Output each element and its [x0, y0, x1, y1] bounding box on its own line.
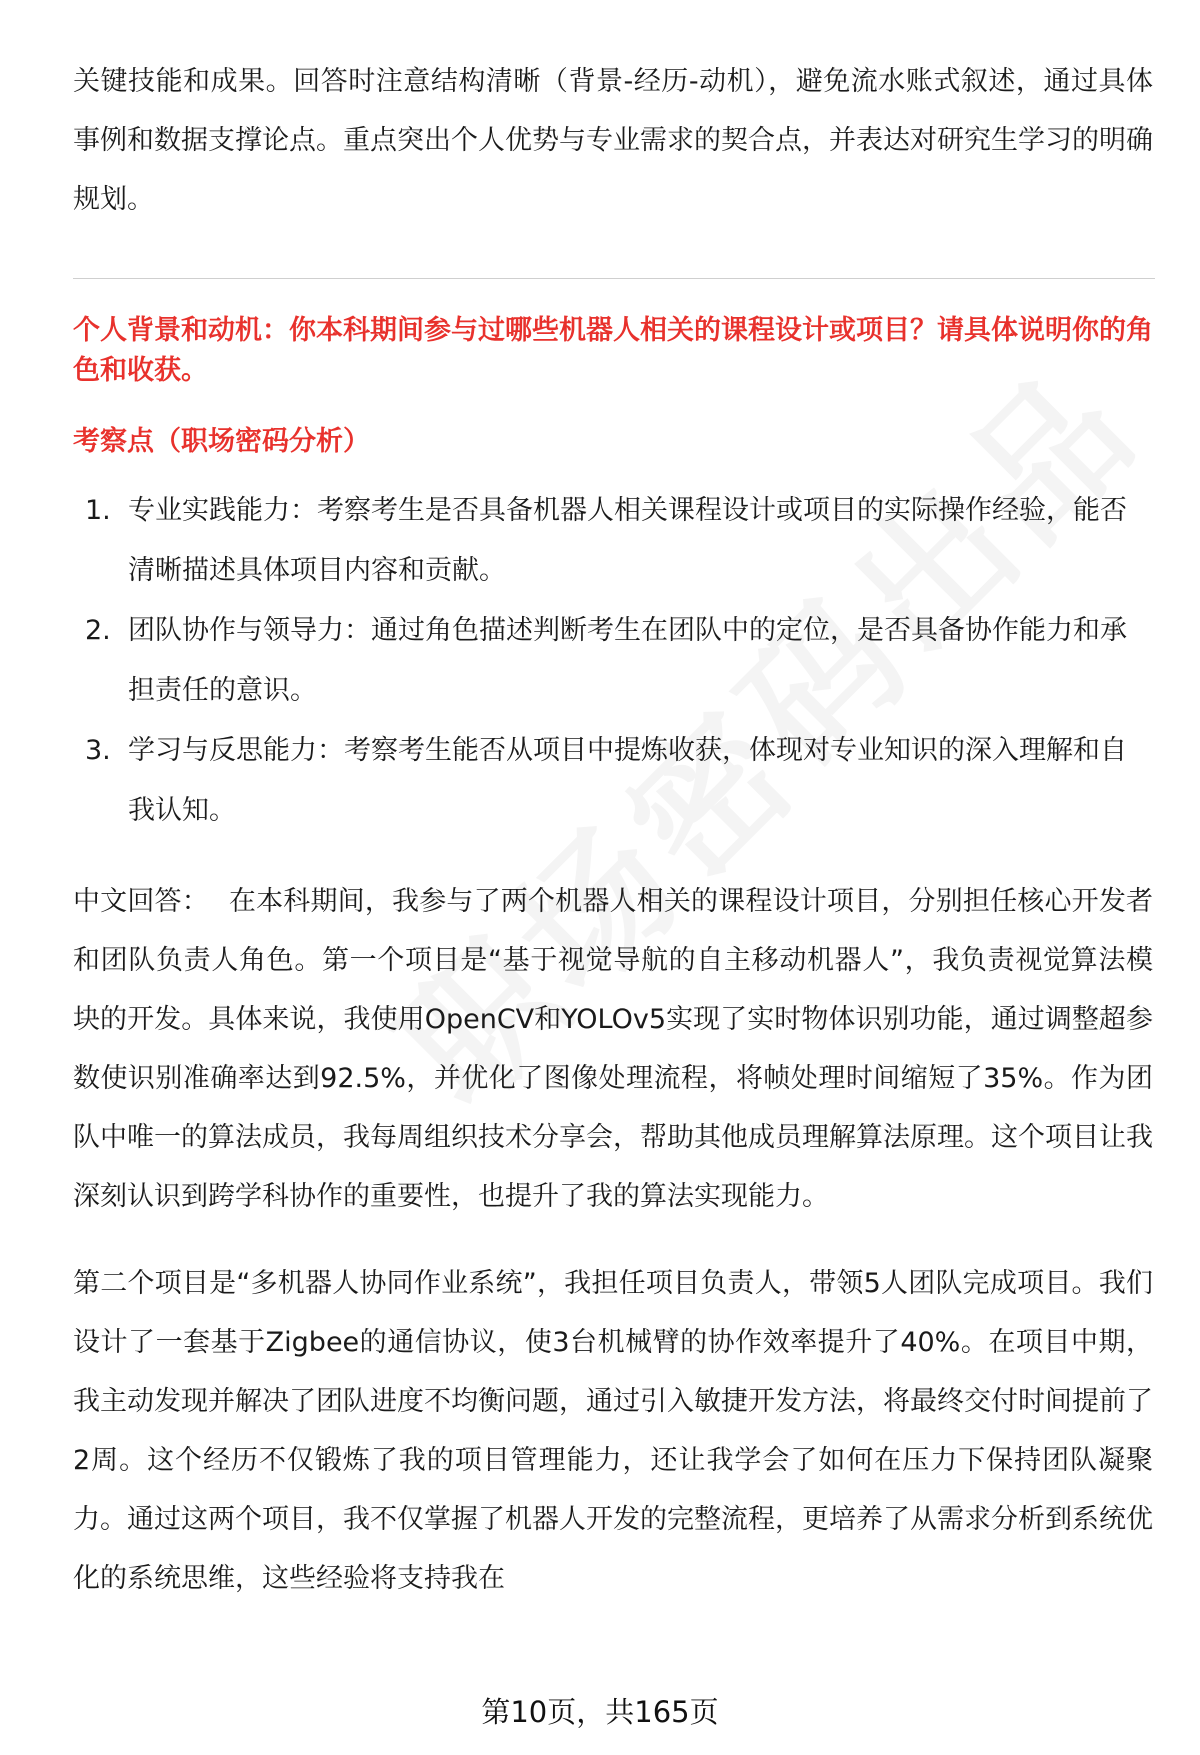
analysis-point: [73, 601, 1153, 721]
analysis-point: [73, 721, 1153, 841]
analysis-point: [73, 481, 1153, 601]
point-number: 1.: [85, 495, 111, 526]
answer-text-1: 在本科期间，我参与了两个机器人相关的课程设计项目，分别担任核心开发者和团队负责人角色。第一个项目是“基于视觉导航的自主移动机器人”，我负责视觉算法模块的开发。具体来说，我使用OpenCV和YOLOv5实现了实时物体识别功能，通过调整超参数使识别准确率达到92.5%，并优化了图像处理流程，将帧处理时间缩短了35%。作为团队中唯一的算法成员，我每周组织技术分享会，帮助其他成员理解算法原理。这个项目让我深刻认识到跨学科协作的重要性，也提升了我的算法实现能力。: [73, 886, 1153, 1212]
page-indicator: 第10页，共165页: [481, 1695, 719, 1729]
answer-paragraph-1: [73, 872, 1153, 1226]
point-text: 学习与反思能力：考察考生能否从项目中提炼收获，体现对专业知识的深入理解和自我认知。: [128, 735, 1127, 826]
intro-paragraph: 关键技能和成果。回答时注意结构清晰（背景-经历-动机），避免流水账式叙述，通过具体事例和数据支撑论点。重点突出个人优势与专业需求的契合点，并表达对研究生学习的明确规划。: [73, 66, 1153, 215]
analysis-points-list: [73, 481, 1153, 841]
answer-label: 中文回答：: [73, 886, 209, 917]
section-divider: [73, 278, 1155, 279]
point-text: 专业实践能力：考察考生是否具备机器人相关课程设计或项目的实际操作经验，能否清晰描述具体项目内容和贡献。: [128, 495, 1127, 586]
page-content: [73, 52, 1153, 1608]
point-number: 2.: [85, 615, 111, 646]
point-text: 团队协作与领导力：通过角色描述判断考生在团队中的定位，是否具备协作能力和承担责任的意识。: [128, 615, 1127, 706]
interview-question: 个人背景和动机：你本科期间参与过哪些机器人相关的课程设计或项目？请具体说明你的角色和收获。: [73, 315, 1153, 386]
answer-paragraph-2: 第二个项目是“多机器人协同作业系统”，我担任项目负责人，带领5人团队完成项目。我们设计了一套基于Zigbee的通信协议，使3台机械臂的协作效率提升了40%。在项目中期，我主动发现并解决了团队进度不均衡问题，通过引入敏捷开发方法，将最终交付时间提前了2周。这个经历不仅锻炼了我的项目管理能力，还让我学会了如何在压力下保持团队凝聚力。通过这两个项目，我不仅掌握了机器人开发的完整流程，更培养了从需求分析到系统优化的系统思维，这些经验将支持我在: [73, 1268, 1153, 1594]
analysis-title: 考察点（职场密码分析）: [73, 426, 370, 457]
point-number: 3.: [85, 735, 111, 766]
